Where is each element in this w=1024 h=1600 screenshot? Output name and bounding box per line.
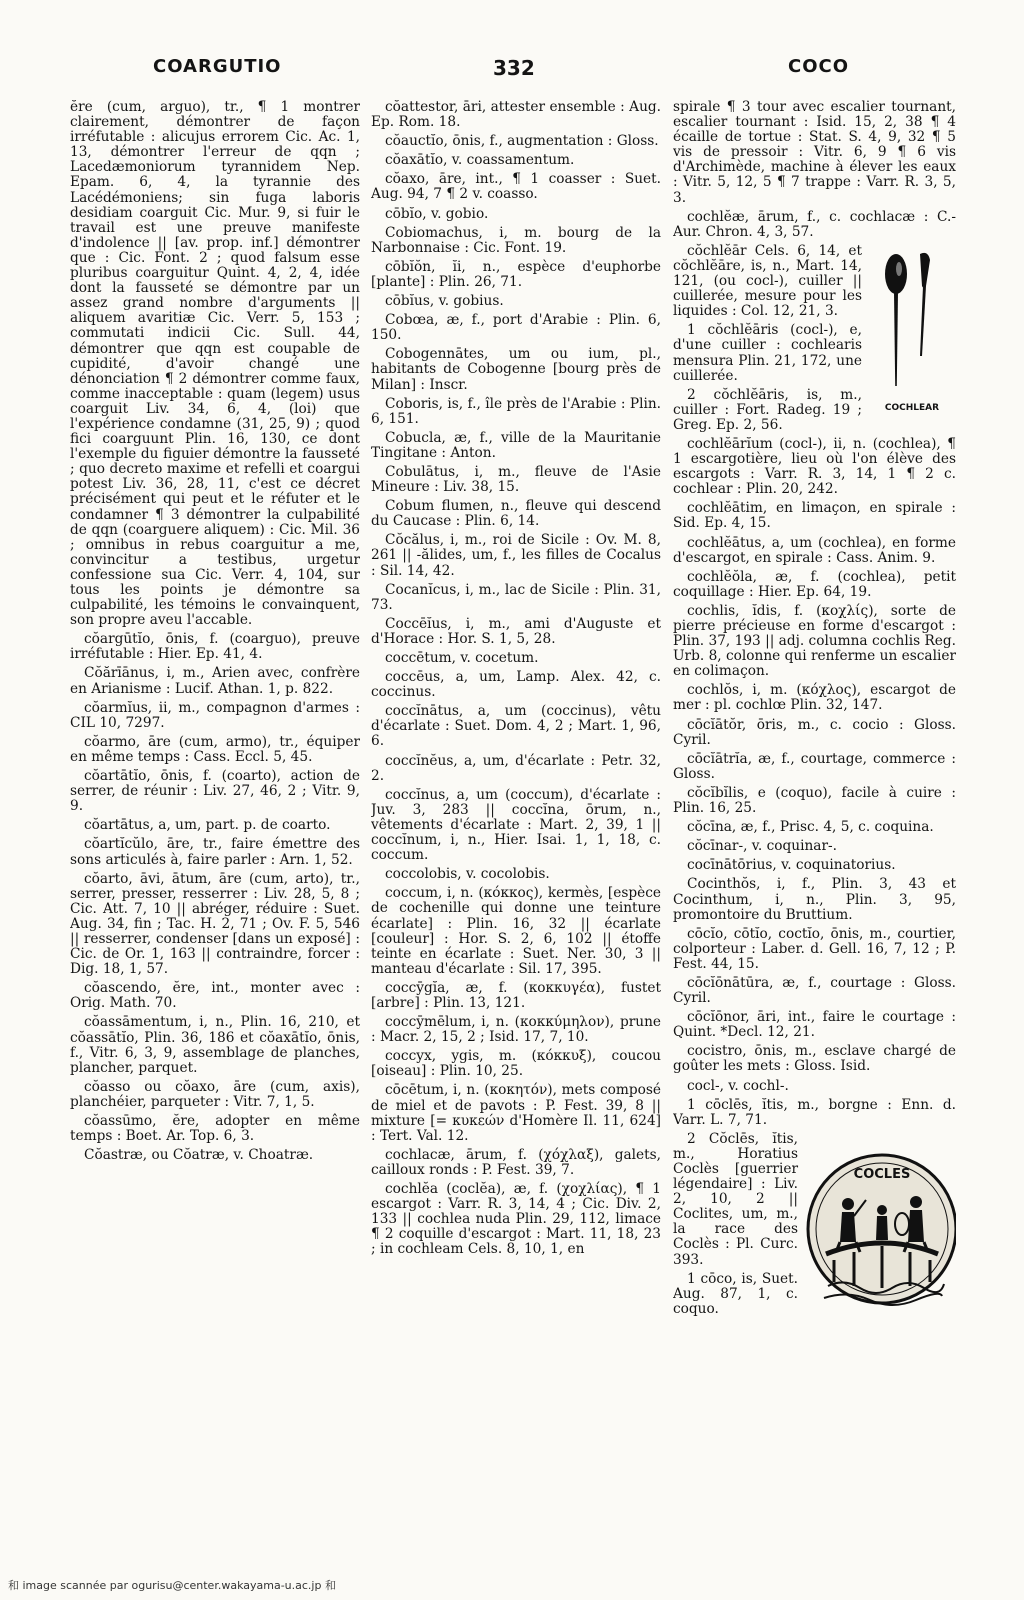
entry-cobio: cōbĭo, v. gobio.	[385, 205, 489, 222]
entry-coccum: coccum, i, n. (κόκκος), kermès, [espèce de cochenille qui donne une teinture écarlate] : Plin. 16, 32 || écarlate [couleur] : Hor. S. 2, 6, 102 || étoffe teinte en écarlate : Suet. Ner. 30, 3 || manteau d'écarlate : Sil. 17, 395.	[371, 885, 661, 977]
entry-cocinar: cŏcīnar-, v. coquinar-.	[687, 838, 837, 855]
entry-cochleatim: cochlĕātim, en limaçon, en spirale : Sid. Ep. 4, 15.	[673, 500, 956, 532]
entry-cocistro: cocistro, ōnis, m., esclave chargé de goûter les mets : Gloss. Isid.	[673, 1043, 956, 1075]
spoon-handle	[894, 292, 898, 386]
entry-coarmo: cŏarmo, āre (cum, armo), tr., équiper en même temps : Cass. Eccl. 5, 45.	[70, 733, 360, 765]
second-spoon-bowl	[920, 253, 930, 288]
entry-cochleatus: cochlĕātus, a, um (cochlea), en forme d'escargot, en spirale : Cass. Anim. 9.	[673, 534, 956, 566]
entry-cochlearis-1: 1 cŏchlĕāris (cocl-), e, d'une cuiller : cochlearis mensura Plin. 21, 172, une cuillerée.	[673, 322, 862, 384]
entry-cochlacae: cochlacæ, ārum, f. (χόχλαξ), galets, cailloux ronds : P. Fest. 39, 7.	[371, 1146, 661, 1178]
running-head-left: COARGUTIO	[153, 56, 282, 77]
entry-cocetum: cōcētum, i, n. (κοκητόν), mets composé de miel et de pavots : P. Fest. 39, 8 || mixture [= κυκεών d'Homère Il. 11, 624] : Tert. Val. 12.	[371, 1082, 661, 1144]
entry-cocionor: cōcĭōnor, āri, int., faire le courtage : Quint. *Decl. 12, 21.	[673, 1009, 956, 1041]
entry-cochlearis-2: 2 cŏchlĕāris, is, m., cuiller : Fort. Radeg. 19 ; Greg. Ep. 2, 56.	[673, 386, 862, 433]
entry-coastrae: Cŏastræ, ou Cŏatræ, v. Choatræ.	[84, 1147, 314, 1164]
entry-coarianus: Cŏărīānus, i, m., Arien avec, confrère en Arianisme : Lucif. Athan. 1, p. 822.	[70, 665, 360, 697]
entry-cocanicus: Cocanĭcus, i, m., lac de Sicile : Plin. 31, 73.	[371, 581, 661, 613]
cochlear-figure	[868, 246, 956, 416]
entry-coco-1: 1 cōco, is, Suet. Aug. 87, 1, c. coquo.	[673, 1270, 798, 1317]
entry-cochlear: cŏchlĕār Cels. 6, 14, et cŏchlĕāre, is, n., Mart. 14, 121, (ou cocl-), cuiller || cuillerée, mesure pour les liquides : Col. 12, 21, 3.	[673, 242, 862, 320]
coin-legend: COCLES	[853, 1166, 911, 1182]
entry-cobœa: Cobœa, æ, f., port d'Arabie : Plin. 6, 150.	[371, 312, 661, 344]
entry-coarto: cŏarto, āvi, ātum, āre (cum, arto), tr., serrer, presser, resserrer : Liv. 28, 5, 8 ; Cic. Att. 7, 10 || abréger, réduire : Suet. Aug. 34, fin ; Tac. H. 2, 71 ; Ov. F. 5, 546 || resserrer, condenser [dans un exposé] : Cic. de Or. 1, 163 || contraindre, forcer : Dig. 18, 1, 57.	[70, 870, 360, 978]
spoon-highlight	[896, 262, 902, 276]
scan-credit-footer: 和 image scannée par ogurisu@center.wakayama-u.ac.jp 和	[8, 1579, 336, 1592]
entry-cocles-2: 2 Cŏclēs, ĭtis, m., Horatius Coclès [guerrier légendaire] : Liv. 2, 10, 2 || Coclites, um, m., la race des Coclès : Pl. Curc. 393.	[673, 1130, 798, 1268]
entry-cobius: cōbĭus, v. gobius.	[385, 293, 504, 310]
entry-cocceius: Coccēĭus, i, m., ami d'Auguste et d'Horace : Hor. S. 1, 5, 28.	[371, 615, 661, 647]
entry-cochleae: cochlĕæ, ārum, f., c. cochlacæ : C.-Aur. Chron. 4, 3, 57.	[673, 208, 956, 240]
entry-cociator: cōcĭātŏr, ōris, m., c. cocio : Gloss. Cyril.	[673, 716, 956, 748]
entry-coarguo-continued: ĕre (cum, arguo), tr., ¶ 1 montrer clairement, démontrer de façon irréfutable : alicujus errorem Cic. Ac. 1, 13, démontrer l'erreur de qqn ; Lacedæmoniorum tyrannidem Nep. Epam. 6, 4, la tyrannie des Lacédémoniens; sin fuga laboris desidiam coarguit Cic. Mur. 9, si fuir le travail est une preuve manifeste d'indolence || [av. prop. inf.] démontrer que : Cic. Font. 2 ; quod falsum esse pluribus coarguitur Quint. 4, 2, 4, idée dont la fausseté se démontre par un assez grand nombre d'arguments || aliquem avaritiæ Cic. Verr. 5, 153 ; commutati indicii Cic. Sull. 44, démontrer que qqn est coupable de cupidité, d'avoir changé une dénonciation ¶ 2 démontrer comme faux, comme inacceptable : quam (legem) usus coarguit Liv. 34, 6, 4, (loi) que l'expérience condamne (31, 25, 9) ; quod fici coarguunt Plin. 16, 130, ce dont l'exemple du figuier démontre la fausseté ; quo decreto maxime et refelli et coargui potest Liv. 36, 28, 11, c'est ce décret précisément qui peut et le réfuter et le condamner ¶ 3 démontrer la culpabilité de qqn (coarguere aliquem) : Cic. Mil. 36 ; omnibus in rebus coarguitur a me, convincitur a testibus, urgetur confessione sua Cic. Verr. 4, 104, sur tous les points je démontre sa culpabilité, les témoins le convainquent, son propre aveu l'accable.	[70, 100, 360, 629]
entry-coccinus: coccĭnus, a, um (coccum), d'écarlate : Juv. 3, 283 || coccĭna, ōrum, n., vêtements d'écarlate : Mart. 2, 39, 1 || coccĭnum, i, n., Hier. Isai. 1, 1, 18, c. coccum.	[371, 786, 661, 864]
entry-coccetum: coccētum, v. cocetum.	[385, 650, 539, 666]
entry-cochlea: cochlĕa (coclĕa), æ, f. (χοχλίας), ¶ 1 escargot : Varr. R. 3, 14, 4 ; Cic. Div. 2, 133 || cochlea nuda Plin. 29, 112, limace ¶ 2 coquille d'escargot : Mart. 11, 18, 23 ; in cochleam Cels. 8, 10, 1, en	[371, 1181, 661, 1258]
entry-coccymelum: coccȳmēlum, i, n. (κοκκύμηλον), prune : Macr. 2, 15, 2 ; Isid. 17, 7, 10.	[371, 1014, 661, 1046]
entry-cochlis: cochlis, ĭdis, f. (κοχλίς), sorte de pierre précieuse en forme d'escargot : Plin. 37, 193 || adj. columna cochlis Reg. Urb. 8, colonne qui renferme un escalier en colimaçon.	[673, 602, 956, 680]
entry-cobiomachus: Cobiomachus, i, m. bourg de la Narbonnaise : Cic. Font. 19.	[371, 224, 661, 256]
dictionary-column-3	[673, 100, 956, 1540]
entry-cocalus: Cŏcălus, i, m., roi de Sicile : Ov. M. 8, 261 || -ălides, um, f., les filles de Cocalus : Sil. 14, 42.	[371, 532, 661, 579]
dictionary-column-1	[70, 100, 360, 1540]
page-number: 332	[493, 56, 535, 80]
entry-coccygia: coccȳgĭa, æ, f. (κοκκυγέα), fustet [arbre] : Plin. 13, 121.	[371, 979, 661, 1011]
coin-figure-center	[876, 1205, 888, 1240]
entry-coargutio: cŏargūtĭo, ōnis, f. (coarguo), preuve irréfutable : Hier. Ep. 41, 4.	[70, 631, 360, 663]
entry-coartatus: cŏartātus, a, um, part. p. de coarto.	[84, 817, 331, 834]
entry-cocina: cŏcīna, æ, f., Prisc. 4, 5, c. coquina.	[687, 819, 934, 836]
entry-cobucla: Cobucla, æ, f., ville de la Mauritanie Tingitane : Anton.	[371, 429, 661, 461]
entry-cocionatura: cōcĭōnātūra, æ, f., courtage : Gloss. Cyril.	[673, 974, 956, 1007]
entry-coaxo: cŏaxo, āre, int., ¶ 1 coasser : Suet. Aug. 94, 7 ¶ 2 v. coasso.	[371, 171, 661, 203]
entry-cocinthos: Cocinthŏs, i, f., Plin. 3, 43 et Cocinthum, i, n., Plin. 3, 95, promontoire du Bruttium.	[673, 876, 956, 923]
entry-cocles-1: 1 cōclēs, ĭtis, m., borgne : Enn. d. Varr. L. 7, 71.	[673, 1096, 956, 1128]
entry-coauctio: cŏauctĭo, ōnis, f., augmentation : Gloss.	[385, 133, 659, 150]
entry-cociatria: cōcĭātrĭa, æ, f., courtage, commerce : Gloss.	[673, 750, 956, 782]
entry-coattestor: cŏattestor, āri, attester ensemble : Aug. Ep. Rom. 18.	[371, 100, 661, 131]
entry-coartatio: cŏartātĭo, ōnis, f. (coarto), action de serrer, de réunir : Liv. 27, 46, 2 ; Vitr. 9, 9.	[70, 768, 360, 815]
entry-coasso: cŏasso ou cŏaxo, āre (cum, axis), planchéier, parqueter : Vitr. 7, 1, 5.	[70, 1078, 360, 1110]
spoon-bowl	[885, 254, 907, 294]
spoon-caption: COCHLEAR	[884, 402, 940, 413]
entry-coboris: Coboris, is, f., île près de l'Arabie : Plin. 6, 151.	[371, 395, 661, 427]
entry-coccolobis: coccolobis, v. cocolobis.	[385, 866, 550, 883]
entry-cocinatorius: cocīnātōrius, v. coquinatorius.	[687, 857, 896, 874]
second-spoon-handle	[920, 286, 926, 356]
coin-illustration	[804, 1136, 956, 1322]
entry-cocibilis: cŏcĭbĭlis, e (coquo), facile à cuire : Plin. 16, 25.	[673, 784, 956, 817]
entry-cocio: cōcĭo, cōtĭo, coctĭo, ōnis, m., courtier, colporteur : Laber. d. Gell. 16, 7, 12 ; P. Fest. 44, 15.	[673, 925, 956, 972]
entry-cocceus: coccēus, a, um, Lamp. Alex. 42, c. coccinus.	[371, 669, 661, 701]
entry-cobum-flumen: Cobum flumen, n., fleuve qui descend du Caucase : Plin. 6, 14.	[371, 498, 661, 530]
entry-coarmius: cŏarmĭus, ii, m., compagnon d'armes : CIL 10, 7297.	[70, 699, 360, 731]
entry-cochleola: cochlĕŏla, æ, f. (cochlea), petit coquillage : Hier. Ep. 64, 19.	[673, 568, 956, 600]
entry-cobulatus: Cobulātus, i, m., fleuve de l'Asie Mineure : Liv. 38, 15.	[371, 463, 661, 496]
entry-cobogennates: Cobogennātes, um ou ium, pl., habitants de Cobogenne [bourg près de Milan] : Inscr.	[371, 346, 661, 393]
entry-coccinatus: coccĭnātus, a, um (coccinus), vêtu d'écarlate : Suet. Dom. 4, 2 ; Mart. 1, 96, 6.	[371, 703, 661, 750]
entry-coassamentum: cŏassāmentum, i, n., Plin. 16, 210, et cŏassātĭo, Plin. 36, 186 et cŏaxātĭo, ōnis, f., Vitr. 6, 3, 9, assemblage de planches, plancher, parquet.	[70, 1014, 360, 1076]
entry-cocl: cocl-, v. cochl-.	[687, 1077, 789, 1094]
entry-cochlos: cochlŏs, i, m. (κόχλος), escargot de mer : pl. cochlœ Plin. 32, 147.	[673, 682, 956, 714]
entry-coccyx: coccyx, ygis, m. (κόκκυξ), coucou [oiseau] : Plin. 10, 25.	[371, 1048, 661, 1080]
spoon-illustration	[868, 246, 956, 396]
entry-coccineus: coccĭnĕus, a, um, d'écarlate : Petr. 32, 2.	[371, 752, 661, 784]
running-head-right: COCO	[788, 56, 850, 77]
entry-coaxatio: cŏaxātĭo, v. coassamentum.	[385, 152, 575, 169]
entry-coarticulo: cŏartĭcŭlo, āre, tr., faire émettre des sons articulés à, faire parler : Arn. 1, 52.	[70, 836, 360, 868]
entry-coascendo: cŏascendo, ĕre, int., monter avec : Orig. Math. 70.	[70, 980, 360, 1012]
entry-cochlea-continued: spirale ¶ 3 tour avec escalier tournant, escalier tournant : Isid. 15, 2, 38 ¶ 4 écaille de tortue : Stat. S. 4, 9, 32 ¶ 5 vis de pressoir : Vitr. 6, 9 ¶ 6 vis d'Archimède, machine à élever les eaux : Vitr. 5, 12, 5 ¶ 7 trappe : Varr. R. 3, 5, 3.	[673, 100, 956, 206]
entry-cobion: cōbĭŏn, ĭi, n., espèce d'euphorbe [plante] : Plin. 26, 71.	[371, 258, 661, 290]
cocles-coin-figure	[804, 1136, 956, 1322]
page-header	[0, 56, 1024, 86]
dictionary-column-2	[371, 100, 661, 1540]
entry-coassumo: cŏassūmo, ĕre, adopter en même temps : Boet. Ar. Top. 6, 3.	[70, 1113, 360, 1145]
entry-cochlearium: cochlĕārĭum (cocl-), ii, n. (cochlea), ¶ 1 escargotière, lieu où l'on élève des escargots : Varr. R. 3, 14, 1 ¶ 2 c. cochlear : Plin. 20, 242.	[673, 435, 956, 498]
